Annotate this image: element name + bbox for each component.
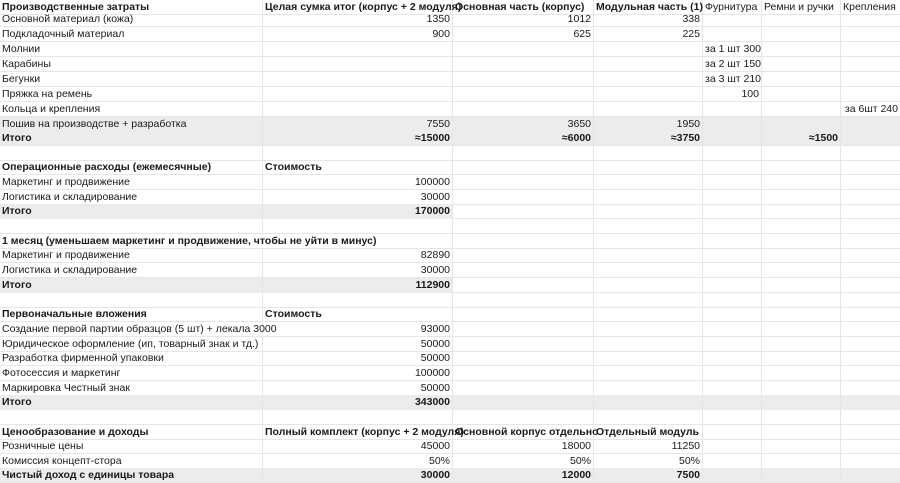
cell[interactable] [703,381,762,396]
cell[interactable] [841,27,900,42]
cell[interactable] [841,454,900,469]
cell[interactable] [762,263,841,278]
cell[interactable] [703,175,762,190]
cell[interactable] [762,234,841,249]
table-row [0,322,900,337]
header-cell[interactable]: Стоимость [263,307,453,322]
first-month-title-row [0,234,900,249]
cell[interactable]: 100 [703,87,762,102]
table-row [0,42,900,57]
cell[interactable] [594,366,703,381]
cell[interactable] [594,42,703,57]
cell[interactable] [594,263,703,278]
table-row [0,87,900,102]
cell[interactable] [841,160,900,175]
header-cell[interactable]: Отдельный модуль [594,425,703,440]
cell[interactable]: ≈1500 [762,131,841,146]
cell[interactable] [841,117,900,132]
cell[interactable] [0,410,263,425]
cell[interactable]: 3650 [453,117,594,132]
cell[interactable] [841,175,900,190]
empty-row [0,410,900,425]
header-cell[interactable]: Стоимость [263,160,453,175]
cell[interactable] [453,395,594,410]
cell[interactable] [453,42,594,57]
table-row [0,72,900,87]
cell[interactable]: 50% [594,454,703,469]
cell[interactable] [841,42,900,57]
cell[interactable]: ≈6000 [453,131,594,146]
header-cell[interactable]: Целая сумка итог (корпус + 2 модуля) [265,1,462,13]
cell[interactable] [762,337,841,352]
cell[interactable] [762,102,841,117]
investment-header-row [0,307,900,322]
cell[interactable] [841,366,900,381]
cell[interactable] [703,293,762,308]
header-cell[interactable]: Первоначальные вложения [0,307,263,322]
cell[interactable] [703,117,762,132]
cell[interactable] [703,234,762,249]
cell[interactable]: Итого [0,204,263,219]
cell[interactable] [841,219,900,234]
empty-row [0,293,900,308]
cell[interactable] [841,278,900,293]
cell[interactable] [841,439,900,454]
cell[interactable] [453,160,594,175]
cell[interactable] [762,381,841,396]
cell[interactable] [762,146,841,161]
cell[interactable] [841,425,900,440]
cell[interactable] [263,410,453,425]
cell[interactable]: за 6шт 240 [844,103,898,115]
cell[interactable] [594,381,703,396]
cell[interactable] [594,322,703,337]
operating-header-row [0,160,900,175]
cell[interactable] [263,102,453,117]
header-cell[interactable]: Основная часть (корпус) [453,0,594,15]
cell[interactable] [594,234,703,249]
cell[interactable]: Пошив на производстве + разработка [0,117,263,132]
table-row [0,190,900,205]
cell[interactable]: Создание первой партии образцов (5 шт) + лекала 3000 [2,323,277,335]
header-cell[interactable]: Модульная часть (1) [596,1,703,13]
cell[interactable]: ≈15000 [263,131,453,146]
cell[interactable] [841,410,900,425]
cell[interactable] [841,146,900,161]
cell[interactable] [841,293,900,308]
header-cell[interactable]: Фурнитура [703,0,762,15]
cell[interactable]: 1350 [263,12,453,27]
header-cell[interactable]: Основной корпус отдельно [455,426,599,438]
cell[interactable] [841,57,900,72]
cell[interactable] [703,322,762,337]
cell[interactable] [762,190,841,205]
cell[interactable] [453,263,594,278]
cell[interactable] [703,278,762,293]
cell[interactable] [263,146,453,161]
cell[interactable] [762,468,841,483]
cell[interactable]: 50000 [263,351,453,366]
table-row [0,439,900,454]
cell[interactable] [594,87,703,102]
cell[interactable] [841,395,900,410]
cell[interactable] [594,248,703,263]
cell[interactable]: 50% [263,454,453,469]
cell[interactable] [453,293,594,308]
cell[interactable] [703,425,762,440]
cell[interactable] [453,410,594,425]
cell[interactable] [594,307,703,322]
table-row [0,102,900,117]
cell[interactable]: Итого [0,395,263,410]
cell[interactable]: 45000 [263,439,453,454]
cell[interactable] [762,454,841,469]
cell[interactable]: 30000 [263,190,453,205]
cell[interactable] [594,57,703,72]
cell[interactable]: Разработка фирменной упаковки [0,351,263,366]
cell[interactable]: 18000 [453,439,594,454]
cell[interactable] [762,248,841,263]
cell[interactable] [841,322,900,337]
cell[interactable] [762,160,841,175]
cell[interactable] [762,42,841,57]
cell[interactable] [594,146,703,161]
cell[interactable]: Чистый доход с единицы товара [0,468,263,483]
cell[interactable]: 1012 [453,12,594,27]
cell[interactable] [762,351,841,366]
pricing-header-row [0,425,900,440]
cell[interactable] [762,87,841,102]
cell[interactable] [841,72,900,87]
table-row [0,454,900,469]
cell[interactable] [703,27,762,42]
cell[interactable] [762,293,841,308]
empty-row [0,219,900,234]
cell[interactable]: 30000 [263,263,453,278]
table-row [0,248,900,263]
cell[interactable] [453,278,594,293]
table-row [0,12,900,27]
cell[interactable]: Логистика и складирование [0,190,263,205]
cell[interactable]: 50000 [263,381,453,396]
cell[interactable] [594,337,703,352]
cell[interactable]: 112900 [263,278,453,293]
cell[interactable] [453,234,594,249]
table-row [0,27,900,42]
cell[interactable] [762,219,841,234]
cell[interactable] [762,322,841,337]
cell[interactable]: Фотосессия и маркетинг [0,366,263,381]
cell[interactable] [453,72,594,87]
cell[interactable] [703,410,762,425]
cell[interactable] [703,248,762,263]
cell[interactable] [762,366,841,381]
cell[interactable] [841,351,900,366]
cell[interactable] [703,204,762,219]
table-row [0,117,900,132]
cell[interactable]: 50% [453,454,594,469]
cell[interactable]: 100000 [263,366,453,381]
cell[interactable]: Основной материал (кожа) [0,12,263,27]
cell[interactable] [594,293,703,308]
cell[interactable] [263,293,453,308]
cell[interactable]: 170000 [263,204,453,219]
cell[interactable]: 225 [594,27,703,42]
total-row [0,468,900,483]
cell[interactable] [453,322,594,337]
cell[interactable] [594,410,703,425]
cell[interactable] [703,337,762,352]
cell[interactable] [453,87,594,102]
table-row [0,366,900,381]
cell[interactable] [762,117,841,132]
cell[interactable]: Юридическое оформление (ип, товарный знак и тд.) [0,337,263,352]
cell[interactable]: 338 [594,12,703,27]
total-row [0,204,900,219]
cell[interactable] [594,278,703,293]
section-title[interactable]: 1 месяц (уменьшаем маркетинг и продвижение, чтобы не уйти в минус) [0,234,453,249]
cell[interactable]: 343000 [263,395,453,410]
cell[interactable]: 30000 [263,468,453,483]
cell[interactable] [453,366,594,381]
cell[interactable] [263,72,453,87]
cell[interactable]: Подкладочный материал [0,27,263,42]
cell[interactable]: за 3 шт 210 [705,73,761,85]
total-row [0,131,900,146]
cell[interactable]: Маркетинг и продвижение [0,248,263,263]
cell[interactable] [594,219,703,234]
cell[interactable] [841,12,900,27]
cell[interactable] [762,27,841,42]
cell[interactable]: 7500 [594,468,703,483]
cell[interactable] [594,175,703,190]
header-cell[interactable]: Ремни и ручки [762,0,841,15]
cell[interactable]: 50000 [263,337,453,352]
cell[interactable]: 82890 [263,248,453,263]
cell[interactable]: Розничные цены [0,439,263,454]
cell[interactable] [453,219,594,234]
cell[interactable] [841,131,900,146]
cell[interactable]: ≈3750 [594,131,703,146]
cell[interactable] [762,57,841,72]
table-row [0,57,900,72]
cell[interactable]: 100000 [263,175,453,190]
cell[interactable] [594,72,703,87]
cell[interactable] [703,146,762,161]
cell[interactable]: 625 [453,27,594,42]
table-row [0,175,900,190]
cell[interactable] [453,381,594,396]
cell[interactable] [703,439,762,454]
cell[interactable] [703,307,762,322]
cell[interactable] [841,87,900,102]
header-cell[interactable]: Производственные затраты [0,0,263,15]
cell[interactable]: Маркировка Честный знак [0,381,263,396]
table-row [0,351,900,366]
cell[interactable] [703,468,762,483]
table-row [0,337,900,352]
header-cell[interactable]: Ценообразование и доходы [0,425,263,440]
total-row [0,395,900,410]
cell[interactable]: за 1 шт 300 [705,43,761,55]
cell[interactable] [594,160,703,175]
cell[interactable] [762,204,841,219]
cell[interactable] [594,190,703,205]
cell[interactable] [841,248,900,263]
cell[interactable] [0,293,263,308]
cell[interactable] [263,57,453,72]
cell[interactable]: 1950 [594,117,703,132]
cell[interactable]: Карабины [0,57,263,72]
cell[interactable] [762,439,841,454]
cell[interactable] [841,234,900,249]
cell[interactable] [762,425,841,440]
cell[interactable] [841,263,900,278]
cell[interactable]: 93000 [263,322,453,337]
cell[interactable] [263,87,453,102]
header-cell[interactable]: Крепления [843,1,896,13]
cell[interactable] [453,190,594,205]
cell[interactable] [841,190,900,205]
cell[interactable] [263,42,453,57]
cell[interactable] [263,219,453,234]
cell[interactable] [453,351,594,366]
cell[interactable] [0,146,263,161]
cell[interactable] [703,190,762,205]
cell[interactable] [762,72,841,87]
cell[interactable] [841,381,900,396]
cell[interactable] [594,351,703,366]
cell[interactable] [841,468,900,483]
cell[interactable] [841,337,900,352]
cell[interactable] [703,351,762,366]
empty-row [0,146,900,161]
total-row [0,278,900,293]
cell[interactable]: за 2 шт 150 [705,58,761,70]
cell[interactable]: 900 [263,27,453,42]
cell[interactable]: Маркетинг и продвижение [0,175,263,190]
cell[interactable]: Комиссия концепт-стора [0,454,263,469]
cell[interactable]: 7550 [263,117,453,132]
cell[interactable] [703,366,762,381]
cell[interactable] [594,395,703,410]
cell[interactable]: 12000 [453,468,594,483]
cell[interactable] [762,410,841,425]
cell[interactable] [703,454,762,469]
cell[interactable] [841,307,900,322]
cell[interactable]: Итого [0,278,263,293]
cell[interactable] [0,219,263,234]
cell[interactable] [453,248,594,263]
cell[interactable]: Итого [0,131,263,146]
header-cell[interactable]: Полный комплект (корпус + 2 модуля) [265,426,464,438]
cell[interactable] [703,160,762,175]
cell[interactable]: Кольца и крепления [0,102,263,117]
cell[interactable] [762,175,841,190]
cell[interactable] [703,131,762,146]
cell[interactable] [453,146,594,161]
table-row [0,381,900,396]
cell[interactable]: Логистика и складирование [0,263,263,278]
cell[interactable] [453,204,594,219]
cell[interactable] [453,307,594,322]
cell[interactable] [703,219,762,234]
cell[interactable]: Пряжка на ремень [0,87,263,102]
cell[interactable] [703,12,762,27]
cell[interactable] [762,395,841,410]
cell[interactable] [453,337,594,352]
cell[interactable] [453,102,594,117]
cell[interactable] [841,204,900,219]
cell[interactable]: 11250 [594,439,703,454]
table-row [0,263,900,278]
cell[interactable] [703,102,762,117]
cell[interactable] [594,204,703,219]
cell[interactable] [703,395,762,410]
cell[interactable]: Бегунки [0,72,263,87]
header-cell[interactable]: Операционные расходы (ежемесячные) [0,160,263,175]
cell[interactable]: Молнии [0,42,263,57]
cell[interactable] [762,278,841,293]
cell[interactable] [453,175,594,190]
cell[interactable] [453,57,594,72]
cell[interactable] [703,263,762,278]
cell[interactable] [594,102,703,117]
cell[interactable] [762,307,841,322]
cell[interactable] [762,12,841,27]
